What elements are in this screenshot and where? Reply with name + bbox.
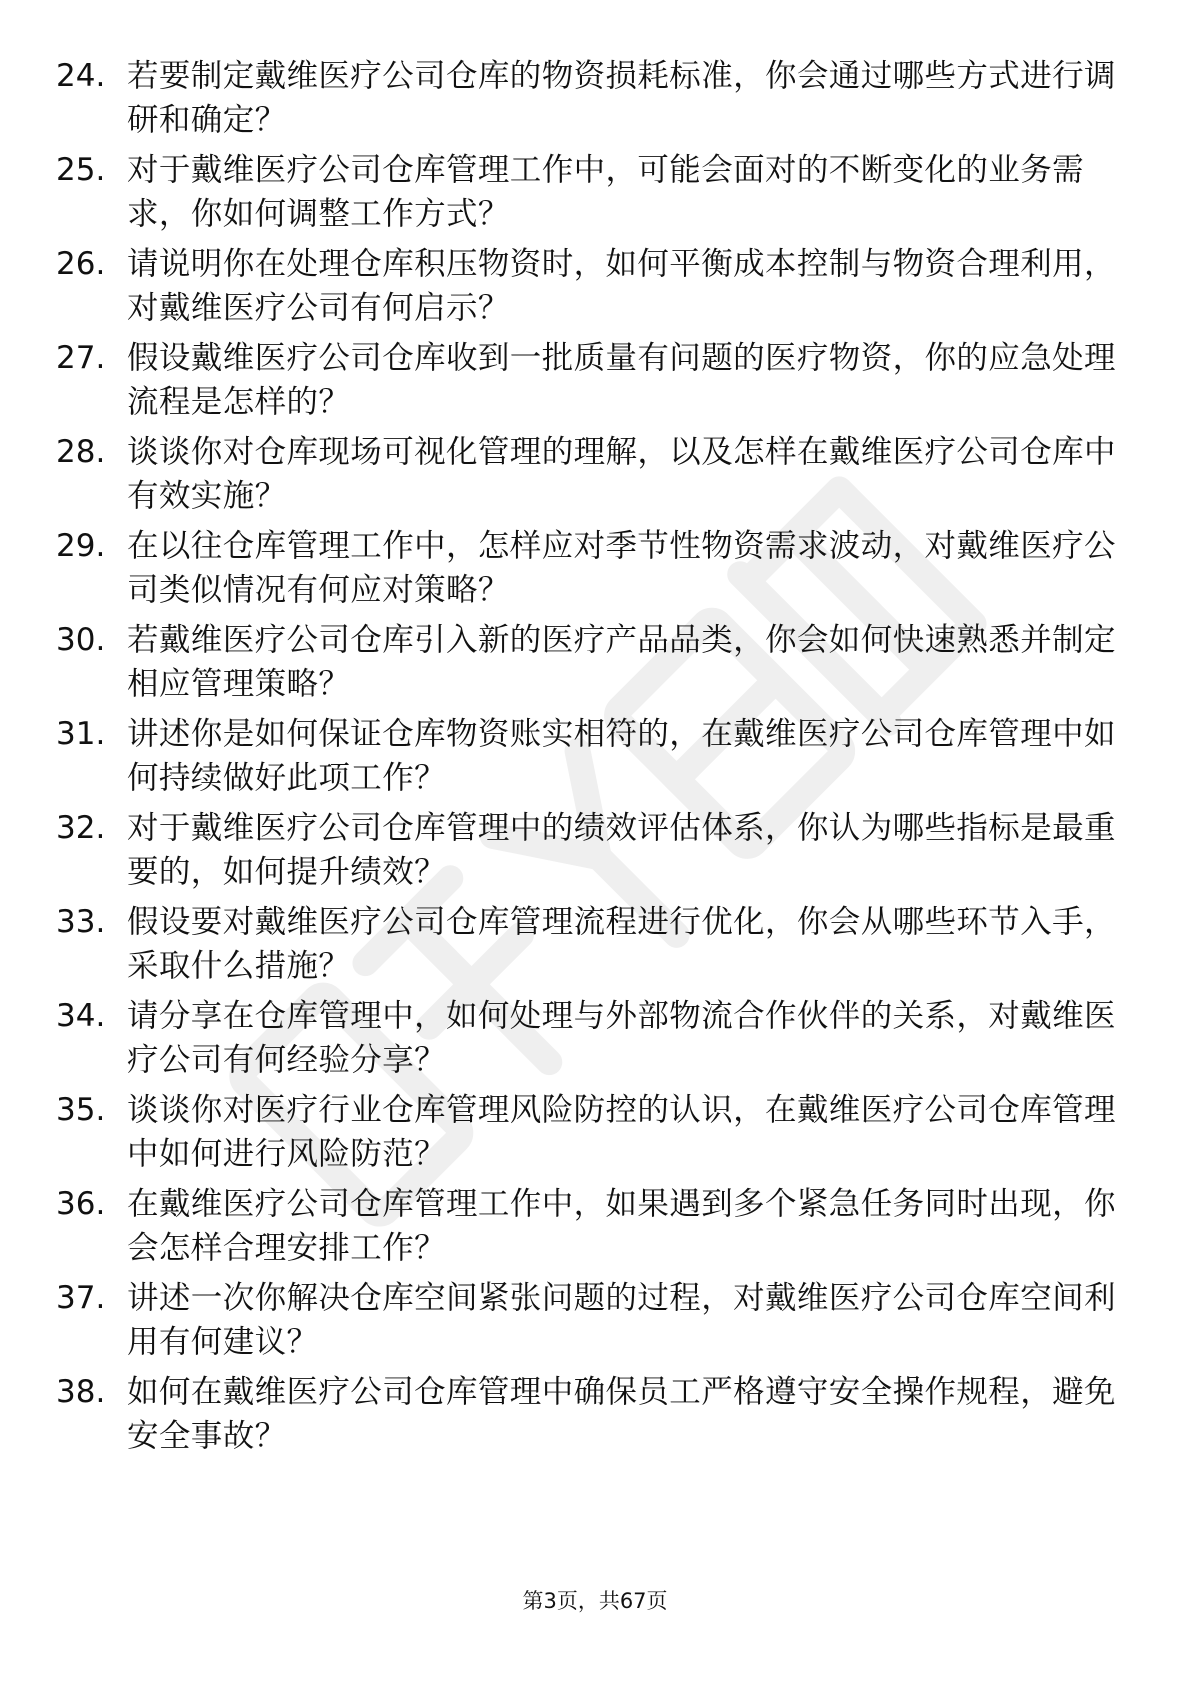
question-text: 若戴维医疗公司仓库引入新的医疗产品品类，你会如何快速熟悉并制定相应管理策略？ [127,622,1116,702]
question-text: 讲述你是如何保证仓库物资账实相符的，在戴维医疗公司仓库管理中如何持续做好此项工作？ [127,716,1116,796]
question-text: 请说明你在处理仓库积压物资时，如何平衡成本控制与物资合理利用，对戴维医疗公司有何启示？ [127,246,1116,326]
question-number: 31. [56,716,106,752]
question-text: 假设要对戴维医疗公司仓库管理流程进行优化，你会从哪些环节入手，采取什么措施？ [127,904,1116,984]
question-text: 若要制定戴维医疗公司仓库的物资损耗标准，你会通过哪些方式进行调研和确定？ [127,58,1116,138]
question-number: 25. [56,152,106,188]
question-number: 34. [56,998,106,1034]
question-number: 28. [56,434,106,470]
question-number: 30. [56,622,106,658]
question-number: 37. [56,1280,106,1316]
question-number: 24. [56,58,106,94]
question-text: 对于戴维医疗公司仓库管理工作中，可能会面对的不断变化的业务需求，你如何调整工作方式？ [127,152,1085,232]
question-text: 请分享在仓库管理中，如何处理与外部物流合作伙伴的关系，对戴维医疗公司有何经验分享？ [127,998,1116,1078]
question-number: 36. [56,1186,106,1222]
question-number: 32. [56,810,106,846]
question-number: 35. [56,1092,106,1128]
question-text: 对于戴维医疗公司仓库管理中的绩效评估体系，你认为哪些指标是最重要的，如何提升绩效？ [127,810,1116,890]
question-text: 谈谈你对仓库现场可视化管理的理解，以及怎样在戴维医疗公司仓库中有效实施？ [127,434,1116,514]
question-text: 谈谈你对医疗行业仓库管理风险防控的认识，在戴维医疗公司仓库管理中如何进行风险防范？ [127,1092,1116,1172]
question-text: 在以往仓库管理工作中，怎样应对季节性物资需求波动，对戴维医疗公司类似情况有何应对策略？ [127,528,1116,608]
question-text: 假设戴维医疗公司仓库收到一批质量有问题的医疗物资，你的应急处理流程是怎样的？ [127,340,1116,420]
question-number: 29. [56,528,106,564]
question-text: 讲述一次你解决仓库空间紧张问题的过程，对戴维医疗公司仓库空间利用有何建议？ [127,1280,1116,1360]
question-number: 38. [56,1374,106,1410]
page-number-label: 第3页，共67页 [522,1589,668,1613]
question-text: 如何在戴维医疗公司仓库管理中确保员工严格遵守安全操作规程，避免安全事故？ [127,1374,1116,1454]
page-footer [0,1586,1190,1616]
question-number: 33. [56,904,106,940]
question-number: 27. [56,340,106,376]
question-text: 在戴维医疗公司仓库管理工作中，如果遇到多个紧急任务同时出现，你会怎样合理安排工作？ [127,1186,1116,1266]
question-number: 26. [56,246,106,282]
